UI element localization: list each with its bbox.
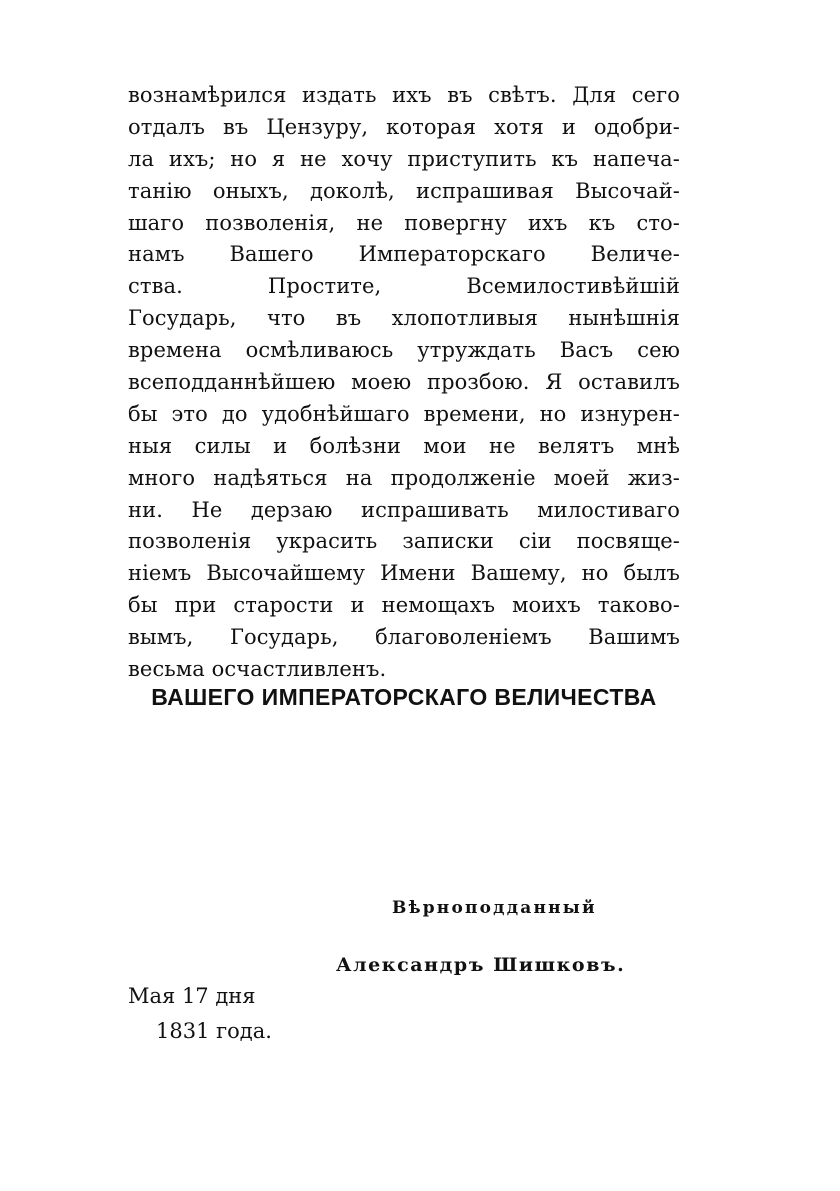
body-line: много надѣяться на продолженіе моей жиз- <box>128 465 680 490</box>
body-line: бы при старости и немощахъ моихъ таково- <box>128 593 680 618</box>
body-line: ныя силы и болѣзни мои не велятъ мнѣ <box>128 433 680 458</box>
body-line: ніемъ Высочайшему Имени Вашему, но былъ <box>128 561 680 586</box>
body-line: танію оныхъ, доколѣ, испрашивая Высочай- <box>128 178 680 203</box>
closing-address: ВАШЕГО ИМПЕРАТОРСКАГО ВЕЛИЧЕСТВА <box>151 684 657 710</box>
body-line: всеподданнѣйшею моею прозбою. Я оставилъ <box>128 370 680 395</box>
date-year: 1831 года. <box>156 1019 272 1043</box>
body-line: шаго позволенія, не повергну ихъ къ сто- <box>128 210 680 235</box>
body-line: бы это до удобнѣйшаго времени, но изнурен- <box>128 401 680 426</box>
body-line: времена осмѣливаюсь утруждать Васъ сею <box>128 338 680 363</box>
body-line: намъ Вашего Императорскаго Величе- <box>128 242 680 267</box>
body-line: ства. Простите, Всемилостивѣйшій <box>128 274 680 299</box>
signature-title: Вѣрноподданный <box>392 898 597 918</box>
body-line: Государь, что въ хлопотливыя нынѣшнія <box>128 306 680 331</box>
body-line: ни. Не дерзаю испрашивать милостиваго <box>128 497 680 522</box>
body-line: весьма осчастливленъ. <box>128 657 387 682</box>
letter-body <box>128 80 680 686</box>
signature-name: Александръ Шишковъ. <box>336 954 626 976</box>
body-line: позволенія украсить записки сіи посвяще- <box>128 529 680 554</box>
body-line: вымъ, Государь, благоволеніемъ Вашимъ <box>128 625 680 650</box>
body-line: ла ихъ; но я не хочу приступить къ напеча- <box>128 146 680 171</box>
date-day: Мая 17 дня <box>128 984 256 1008</box>
body-line: вознамѣрился издать ихъ въ свѣтъ. Для сего <box>128 83 680 107</box>
body-line: отдалъ въ Цензуру, которая хотя и одобри- <box>128 114 680 139</box>
